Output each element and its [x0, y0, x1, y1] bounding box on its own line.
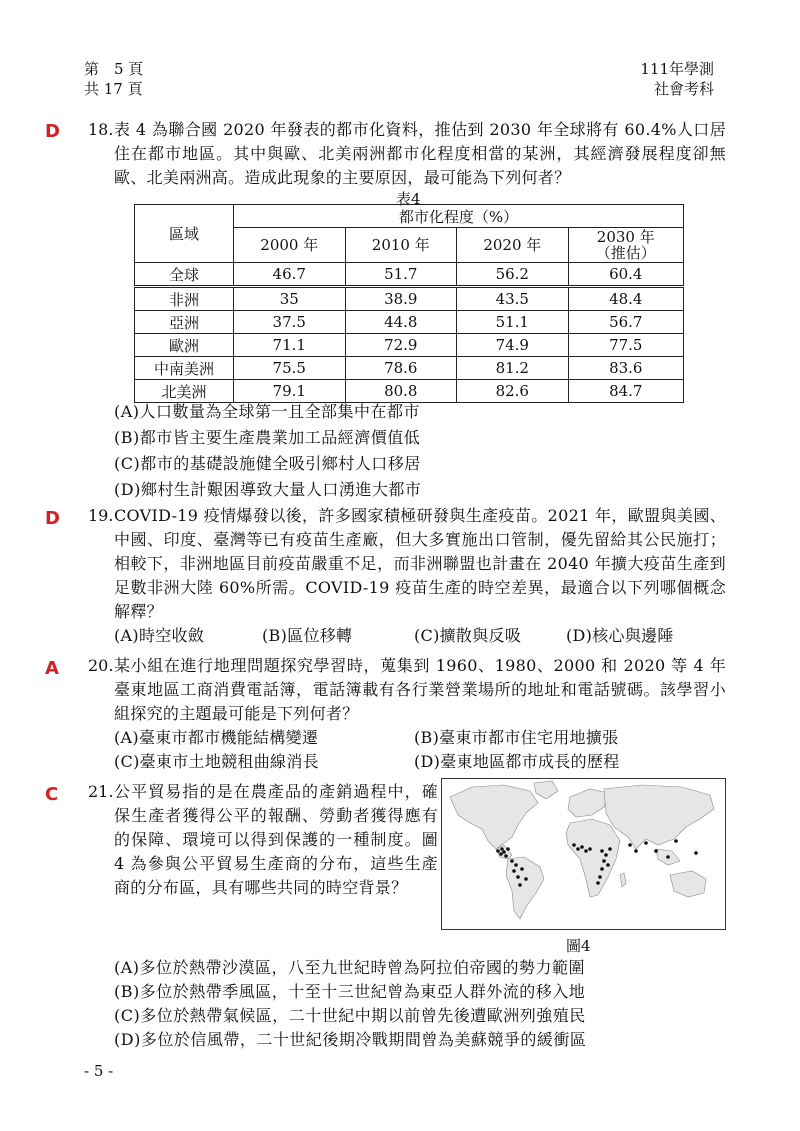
- q19-text: COVID-19 疫情爆發以後，許多國家積極研發與生產疫苗。2021 年，歐盟與美國、中國、印度、臺灣等已有疫苗生產廠，但大多實施出口管制，優先留給其公民施打；相較下，非洲地區目前疫苗嚴重不足，而非洲聯盟也計畫在 2040 年擴大疫苗生產到足數非洲大陸 60%所需。COVID-19 疫苗生產的時空差異，最適合以下列哪個概念解釋？: [114, 506, 726, 621]
- table-row: [135, 334, 684, 357]
- value-cell: 83.6: [568, 357, 683, 380]
- value-cell: 82.6: [457, 380, 569, 403]
- producer-marker: [654, 849, 658, 853]
- producer-marker: [602, 859, 606, 863]
- producer-marker: [600, 867, 604, 871]
- value-cell: 80.8: [345, 380, 457, 403]
- table-caption: 表4: [396, 190, 421, 208]
- producer-marker: [576, 847, 580, 851]
- q21-option-a[interactable]: (A)多位於熱帶沙漠區，八至九世紀時曾為阿拉伯帝國的勢力範圍: [114, 958, 586, 977]
- producer-marker: [598, 875, 602, 879]
- value-cell: 81.2: [457, 357, 569, 380]
- q18-option-a[interactable]: (A)人口數量為全球第一且全部集中在都市: [114, 402, 421, 421]
- producer-marker: [520, 867, 524, 871]
- producer-marker: [694, 851, 698, 855]
- producer-marker: [606, 863, 610, 867]
- north-america-shape: [450, 785, 538, 849]
- exam-title: 111年學測: [640, 60, 714, 78]
- value-cell: 77.5: [568, 334, 683, 357]
- q21-text: 公平貿易指的是在農產品的產銷過程中，確保生產者獲得公平的報酬、勞動者獲得應有的保障、環境可以得到保護的一種制度。圖 4 為參與公平貿易生產商的分布，這些生產商的分布區，具有哪些共同的時空背景？: [114, 782, 438, 897]
- europe-shape: [568, 789, 608, 817]
- q18-number: 18.: [88, 120, 114, 139]
- page-indicator: 第 5 頁: [84, 60, 144, 78]
- producer-marker: [512, 869, 516, 873]
- producer-marker: [516, 875, 520, 879]
- producer-marker: [524, 877, 528, 881]
- region-header: 區域: [135, 205, 234, 263]
- producer-marker: [572, 843, 576, 847]
- producer-marker: [502, 850, 506, 854]
- q20-number: 20.: [88, 656, 114, 675]
- table-row: [135, 263, 684, 287]
- producer-marker: [496, 849, 500, 853]
- figure-caption: 圖4: [566, 937, 591, 955]
- value-cell: 84.7: [568, 380, 683, 403]
- asia-shape: [604, 785, 714, 849]
- q18-text: 表 4 為聯合國 2020 年發表的都市化資料，推估到 2030 年全球將有 60.4%人口居住在都市地區。其中與歐、北美兩洲都市化程度相當的某洲，其經濟發展程度卻無歐、北美兩洲高。造成此現象的主要原因，最可能為下列何者？: [114, 120, 726, 187]
- q20-text: 某小組在進行地理問題探究學習時，蒐集到 1960、1980、2000 和 2020 等 4 年臺東地區工商消費電話簿，電話簿載有各行業營業場所的地址和電話號碼。該學習小組探究的主題最可能是下列何者？: [114, 656, 726, 723]
- q20-option-a[interactable]: (A)臺東市都市機能結構變遷: [114, 728, 319, 747]
- fair-trade-world-map: [441, 778, 726, 930]
- urbanization-header: 都市化程度（%）: [234, 205, 684, 228]
- q18-option-c[interactable]: (C)都市的基礎設施健全吸引鄉村人口移居: [114, 454, 421, 473]
- australia-shape: [670, 871, 706, 897]
- q21-answer-mark: C: [45, 784, 59, 805]
- producer-marker: [634, 849, 638, 853]
- producer-marker: [588, 847, 592, 851]
- urbanization-table: [134, 204, 684, 403]
- q18-answer-mark: D: [45, 121, 60, 142]
- madagascar-shape: [620, 873, 626, 887]
- q21-number: 21.: [88, 782, 114, 801]
- q20-option-c[interactable]: (C)臺東市土地競租曲線消長: [114, 752, 319, 771]
- producer-marker: [580, 845, 584, 849]
- region-cell: 全球: [135, 263, 234, 287]
- year-header: 2020 年: [457, 228, 569, 263]
- q19-option-a[interactable]: (A)時空收斂: [114, 626, 205, 645]
- producer-marker: [596, 881, 600, 885]
- producer-marker: [674, 839, 678, 843]
- producer-marker: [504, 854, 508, 858]
- producer-marker: [584, 849, 588, 853]
- value-cell: 51.7: [345, 263, 457, 287]
- value-cell: 38.9: [345, 287, 457, 311]
- year-header-2030: [568, 228, 683, 263]
- q19-option-d[interactable]: (D)核心與邊陲: [566, 626, 674, 645]
- value-cell: 56.7: [568, 311, 683, 334]
- q18-option-b[interactable]: (B)都市皆主要生產農業加工品經濟價值低: [114, 428, 421, 447]
- region-cell: 非洲: [135, 287, 234, 311]
- year-2030-label: 2030 年: [596, 228, 655, 246]
- producer-marker: [514, 863, 518, 867]
- q19-answer-mark: D: [45, 508, 60, 529]
- value-cell: 78.6: [345, 357, 457, 380]
- value-cell: 37.5: [234, 311, 346, 334]
- year-header: 2010 年: [345, 228, 457, 263]
- producer-marker: [608, 847, 612, 851]
- producer-marker: [510, 859, 514, 863]
- year-header: 2000 年: [234, 228, 346, 263]
- value-cell: 71.1: [234, 334, 346, 357]
- q19-option-c[interactable]: (C)擴散與反吸: [414, 626, 522, 645]
- value-cell: 35: [234, 287, 346, 311]
- producer-marker: [518, 883, 522, 887]
- q20-answer-mark: A: [45, 658, 59, 679]
- value-cell: 56.2: [457, 263, 569, 287]
- region-cell: 亞洲: [135, 311, 234, 334]
- page-number: - 5 -: [84, 1062, 114, 1080]
- producer-marker: [600, 849, 604, 853]
- value-cell: 48.4: [568, 287, 683, 311]
- q21-option-d[interactable]: (D)多位於信風帶，二十世紀後期冷戰期間曾為美蘇競爭的緩衝區: [114, 1030, 587, 1049]
- q19-option-b[interactable]: (B)區位移轉: [262, 626, 353, 645]
- producer-marker: [500, 847, 504, 851]
- producer-marker: [499, 852, 503, 856]
- q21-option-c[interactable]: (C)多位於熱帶氣候區，二十世紀中期以前曾先後遭歐洲列強殖民: [114, 1006, 586, 1025]
- q19-number: 19.: [88, 506, 114, 525]
- value-cell: 75.5: [234, 357, 346, 380]
- greenland-shape: [534, 781, 558, 799]
- value-cell: 44.8: [345, 311, 457, 334]
- year-2030-note: （推估）: [595, 244, 656, 262]
- south-america-shape: [506, 857, 544, 919]
- q20-option-d[interactable]: (D)臺東地區都市成長的歷程: [414, 752, 620, 771]
- total-pages: 共 17 頁: [84, 80, 143, 98]
- producer-marker: [628, 843, 632, 847]
- subject-title: 社會考科: [653, 80, 714, 98]
- q20-option-b[interactable]: (B)臺東市都市住宅用地擴張: [414, 728, 619, 747]
- world-map-graphic: [442, 779, 725, 929]
- region-cell: 中南美洲: [135, 357, 234, 380]
- value-cell: 74.9: [457, 334, 569, 357]
- producer-marker: [666, 855, 670, 859]
- region-cell: 北美洲: [135, 380, 234, 403]
- table-row: [135, 357, 684, 380]
- value-cell: 72.9: [345, 334, 457, 357]
- producer-marker: [604, 853, 608, 857]
- value-cell: 43.5: [457, 287, 569, 311]
- value-cell: 46.7: [234, 263, 346, 287]
- africa-shape: [566, 819, 620, 897]
- producer-marker: [506, 847, 510, 851]
- producer-marker: [644, 841, 648, 845]
- region-cell: 歐洲: [135, 334, 234, 357]
- q21-option-b[interactable]: (B)多位於熱帶季風區，十至十三世紀曾為東亞人群外流的移入地: [114, 982, 586, 1001]
- value-cell: 51.1: [457, 311, 569, 334]
- table-row: [135, 311, 684, 334]
- q18-option-d[interactable]: (D)鄉村生計艱困導致大量人口湧進大都市: [114, 480, 422, 499]
- value-cell: 79.1: [234, 380, 346, 403]
- table-row: [135, 287, 684, 311]
- value-cell: 60.4: [568, 263, 683, 287]
